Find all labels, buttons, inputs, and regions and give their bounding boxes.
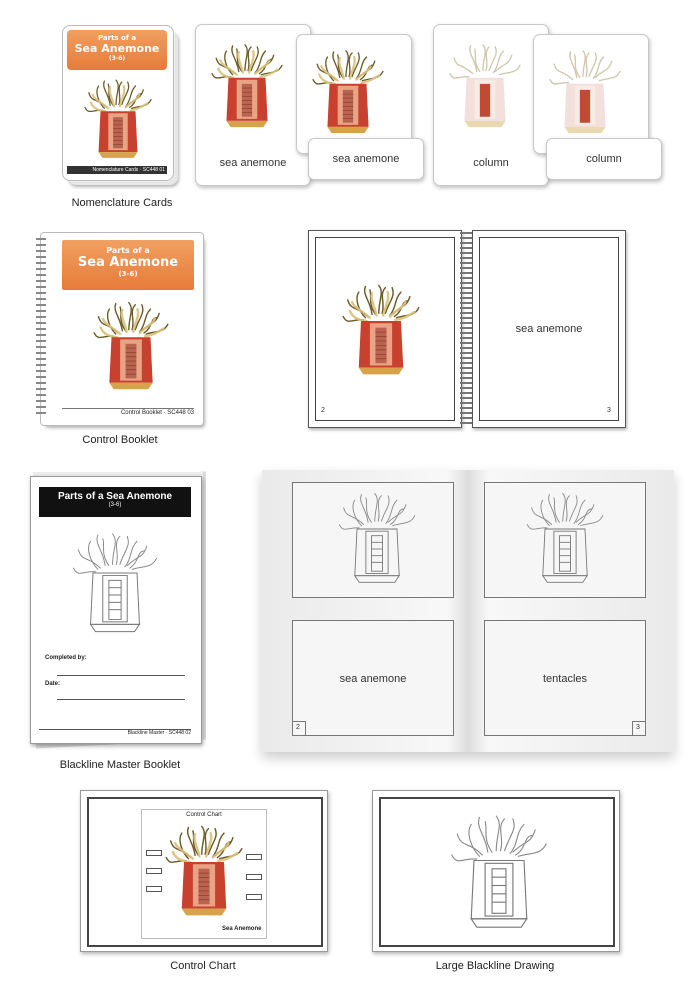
chart-label-box <box>146 850 162 856</box>
bl-anemone-drawing <box>525 489 605 589</box>
page-number: 3 <box>636 724 640 731</box>
caption-blackline-booklet: Blackline Master Booklet <box>59 759 181 771</box>
spiral-binding <box>36 238 46 418</box>
cover-title-line1: Parts of a <box>106 246 150 255</box>
caption-control-chart: Control Chart <box>170 960 236 972</box>
blackline-booklet-cover <box>30 466 210 746</box>
bl-cover-anemone-drawing <box>71 529 159 639</box>
spiral-binding <box>460 232 472 424</box>
box-title-line2: Sea Anemone <box>74 42 160 55</box>
cover-footer: Control Booklet · SC448 03 <box>62 408 194 416</box>
box-age: (3-6) <box>108 55 126 62</box>
bl-right-bottom-panel <box>484 620 646 736</box>
chart-label-box <box>146 868 162 874</box>
chart-label-box <box>246 854 262 860</box>
chart-label-box <box>246 894 262 900</box>
bl-word: sea anemone <box>339 673 407 685</box>
control-booklet-spread <box>308 230 624 430</box>
picture-label-card-column[interactable] <box>433 24 549 186</box>
bl-cover-age: (3-6) <box>108 502 122 508</box>
cover-anemone-image <box>92 298 170 396</box>
anemone-image <box>210 39 284 135</box>
box-footer: Nomenclature Cards · SC448 01 <box>67 166 167 174</box>
caption-nomenclature: Nomenclature Cards <box>71 197 173 209</box>
spread-left-page <box>308 230 462 428</box>
picture-card-sea-anemone[interactable] <box>296 34 412 154</box>
bl-right-top-panel <box>484 482 646 598</box>
box-anemone-image <box>83 76 153 164</box>
chart-label-box <box>246 874 262 880</box>
nomenclature-box <box>62 25 178 185</box>
picture-label-card-sea-anemone[interactable] <box>195 24 311 186</box>
control-chart <box>80 790 328 952</box>
page-number: 3 <box>607 407 611 414</box>
bl-left-top-panel <box>292 482 454 598</box>
chart-label-box <box>146 886 162 892</box>
label-card-column[interactable]: column <box>546 138 662 180</box>
date-label: Date: <box>45 681 61 687</box>
anemone-image <box>311 45 385 141</box>
large-blackline-drawing <box>372 790 620 952</box>
bl-anemone-drawing <box>337 489 417 589</box>
cover-title-line2: Sea Anemone <box>77 255 179 270</box>
bl-cover-title: Parts of a Sea Anemone <box>57 491 173 502</box>
completed-by-label: Completed by: <box>45 655 87 661</box>
spread-anemone-image <box>341 281 421 381</box>
completed-by-line <box>57 675 185 676</box>
chart-title: Control Chart <box>186 812 222 818</box>
bl-left-bottom-panel <box>292 620 454 736</box>
anemone-faded-image <box>448 39 522 135</box>
bl-cover-footer: Blackline Master · SC448 02 <box>39 729 191 736</box>
spread-word: sea anemone <box>515 323 583 335</box>
large-anemone-drawing <box>449 811 549 935</box>
page-number: 2 <box>296 724 300 731</box>
chart-anemone-image <box>164 822 244 922</box>
card-word: column <box>473 157 509 169</box>
caption-large-drawing: Large Blackline Drawing <box>435 960 555 972</box>
cover-age: (3-6) <box>118 270 138 278</box>
anemone-faded-image <box>548 45 622 141</box>
box-title-line1: Parts of a <box>97 34 137 42</box>
spread-right-page <box>472 230 626 428</box>
caption-control-booklet: Control Booklet <box>82 434 158 446</box>
card-word: sea anemone <box>219 157 287 169</box>
picture-card-column[interactable] <box>533 34 649 154</box>
chart-footer-title: Sea Anemone <box>222 926 262 932</box>
date-line <box>57 699 185 700</box>
bl-word: tentacles <box>542 673 588 685</box>
page-number: 2 <box>321 407 325 414</box>
label-card-sea-anemone[interactable]: sea anemone <box>308 138 424 180</box>
control-booklet-cover <box>40 232 206 428</box>
blackline-spread <box>262 470 674 752</box>
